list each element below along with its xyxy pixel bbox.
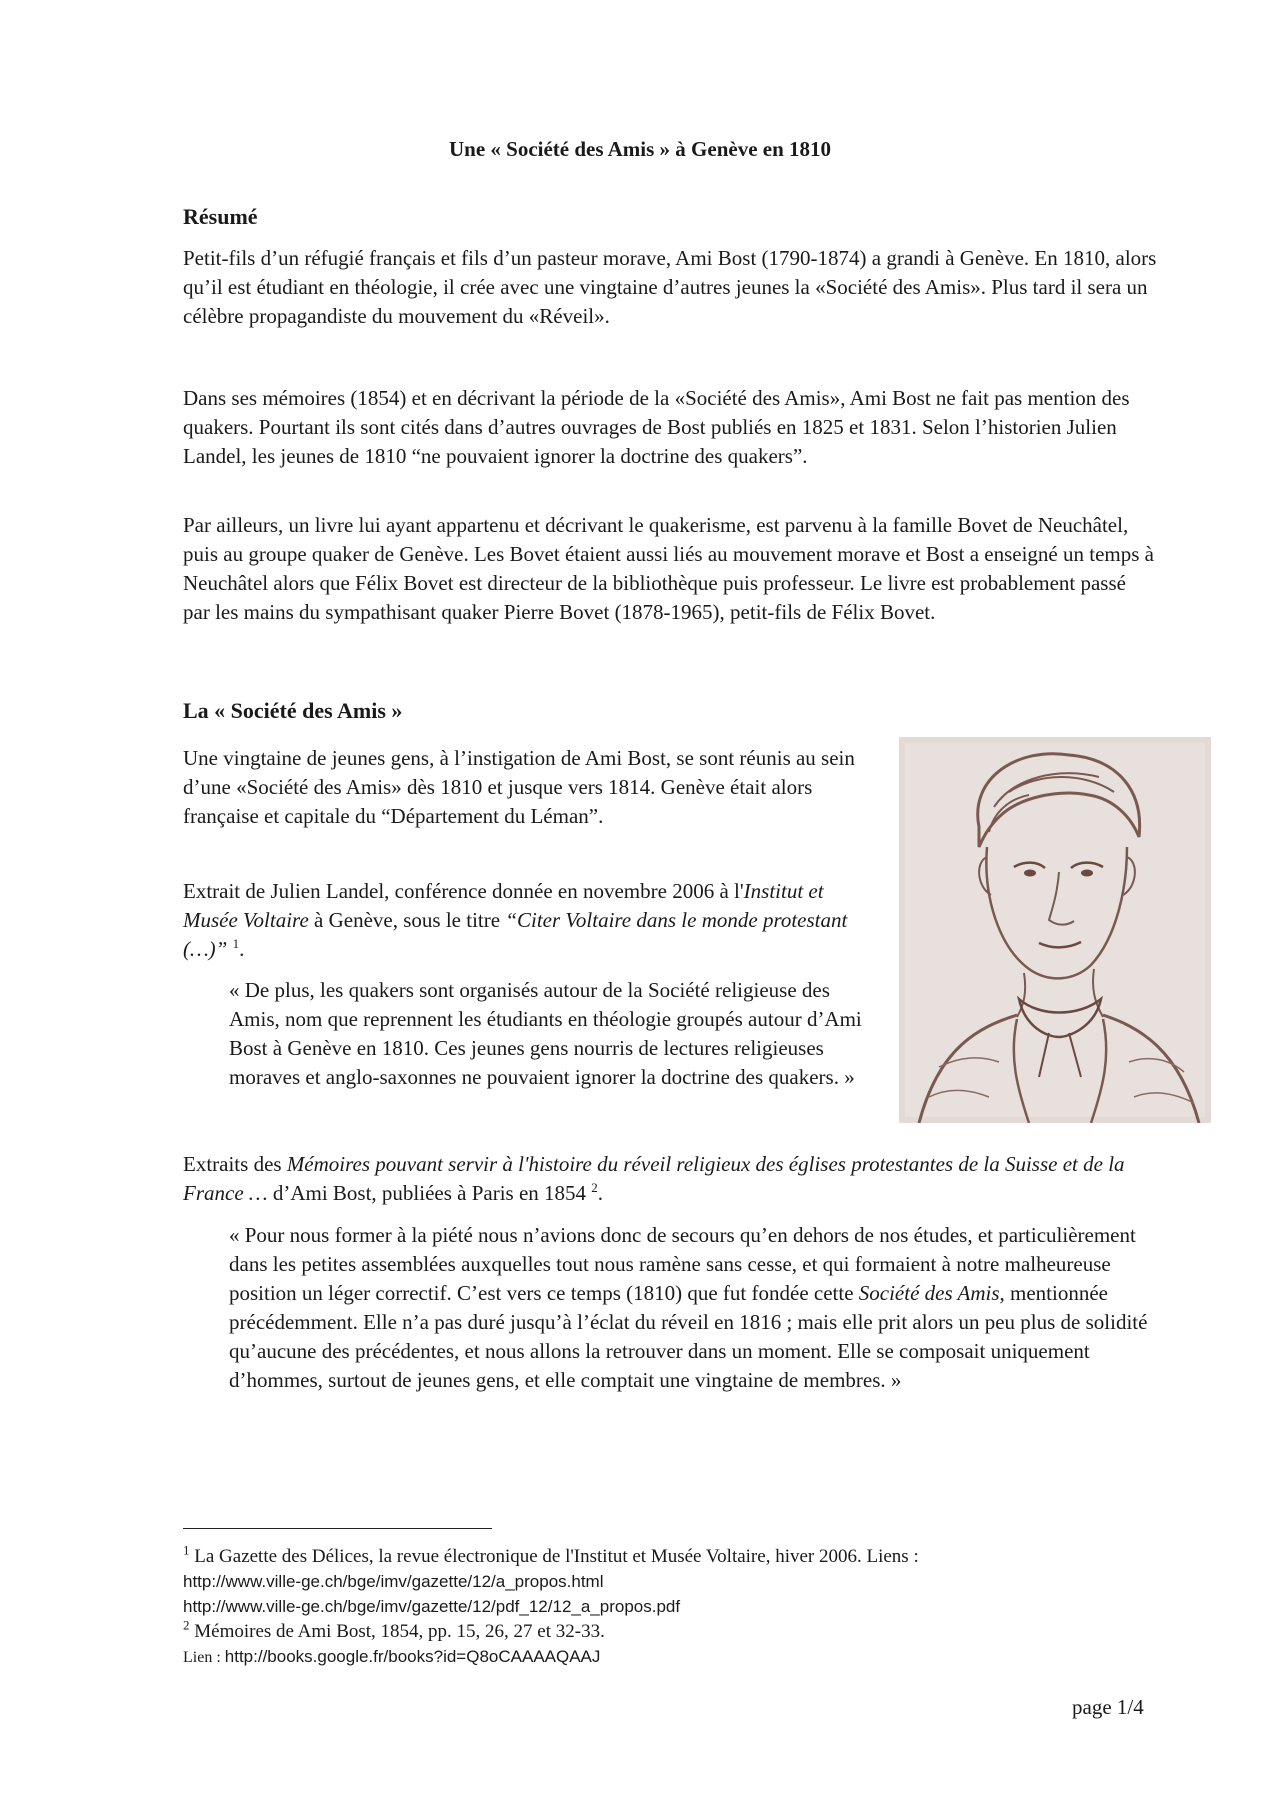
footnote-1-text: La Gazette des Délices, la revue électronique de l'Institut et Musée Voltaire, hiver 2006. Liens : [189,1546,919,1567]
quote-bost-text: « Pour nous former à la piété nous n’avions donc de secours qu’en dehors de nos études, et particulièrement dans les petites assemblées auxquelles tout nous ramène sans cesse, et qui formaient à notre malheureuse position un léger correctif. C’est vers ce temps (1810) que fut fondée cette [229,1223,1136,1305]
footnote-1-number: 1 [183,1542,190,1558]
extrait-landel: Extrait de Julien Landel, conférence donnée en novembre 2006 à l'Institut et Musée Voltaire à Genève, sous le titre “Citer Voltaire dans le monde protestant (…)” $^1$. [183,879,848,961]
extrait-bost: Extraits des Mémoires pouvant servir à l'histoire du réveil religieux des églises protestantes de la Suisse et de la France … d’Ami Bost, publiées à Paris en 1854 $^2$. [183,1152,1125,1205]
societe-des-amis-italic: Société des Amis [858,1281,1000,1305]
lien-label: Lien : [183,1649,225,1666]
footnote-ref-1[interactable]: 1 [232,936,240,951]
quote-bost [229,1221,1164,1395]
footnote-1 [183,1544,919,1569]
conference-title: “Citer Voltaire dans le monde protestant (…)” [183,908,848,961]
resume-paragraph-3: Par ailleurs, un livre lui ayant appartenu et décrivant le quakerisme, est parvenu à la famille Bovet de Neuchâtel, puis au groupe quaker de Genève. Les Bovet étaient aussi liés au mouvement morave et Bost a enseigné un temps à Neuchâtel alors que Félix Bovet est directeur de la bibliothèque puis professeur. Le livre est probablement passé par les mains du sympathisant quaker Pierre Bovet (1878-1965), petit-fils de Félix Bovet. [183,513,1154,624]
section-paragraph: Une vingtaine de jeunes gens, à l’instigation de Ami Bost, se sont réunis au sein d’une «Société des Amis» dès 1810 et jusque vers 1814. Genève était alors française et capitale du “Département du Léman”. [183,746,855,828]
extrait-bost-text: Extraits des [183,1152,287,1176]
footnote-1-link-2[interactable]: http://www.ville-ge.ch/bge/imv/gazette/12/pdf_12/12_a_propos.pdf [183,1597,681,1616]
resume-paragraph-2: Dans ses mémoires (1854) et en décrivant la période de la «Société des Amis», Ami Bost ne fait pas mention des quakers. Pourtant ils sont cités dans d’autres ouvrages de Bost publiés en 1825 et 1831. Selon l’historien Julien Landel, les jeunes de 1810 “ne pouvaient ignorer la doctrine des quakers”. [183,386,1130,468]
extrait-landel-middle: à Genève, sous le titre [308,908,506,932]
resume-heading: Résumé [183,204,258,229]
footnote-2-text: Mémoires de Ami Bost, 1854, pp. 15, 26, 27 et 32-33. [189,1621,605,1642]
footnote-separator [183,1528,492,1529]
portrait-ami-bost [899,737,1211,1123]
document-title: Une « Société des Amis » à Genève en 1810 [448,137,832,161]
footnote-2 [183,1619,605,1644]
footnote-2-number: 2 [183,1617,190,1633]
extrait-bost-after: d’Ami Bost, publiées à Paris en 1854 [267,1181,587,1205]
section-heading: La « Société des Amis » [183,698,403,723]
quote-bost-after: , mentionnée précédemment. Elle n’a pas duré jusqu’à l’éclat du réveil en 1816 ; mais elle prit alors un peu plus de solidité qu’aucune des précédentes, et nous allons la retrouver dans un moment. Elle se composait uniquement d’hommes, surtout de jeunes gens, et elle comptait une vingtaine de membres. » [229,1281,1148,1392]
institut-title: Institut et Musée Voltaire [183,879,824,932]
portrait-sketch [899,737,1211,1123]
footnote-2-link[interactable]: http://books.google.fr/books?id=Q8oCAAAAQAAJ [224,1647,601,1666]
quote-landel: « De plus, les quakers sont organisés autour de la Société religieuse des Amis, nom que reprennent les étudiants en théologie groupés autour d’Ami Bost à Genève en 1810. Ces jeunes gens nourris de lectures religieuses moraves et anglo-saxonnes ne pouvaient ignorer la doctrine des quakers. » [229,978,862,1089]
resume-paragraph-1: Petit-fils d’un réfugié français et fils d’un pasteur morave, Ami Bost (1790-1874) a grandi à Genève. En 1810, alors qu’il est étudiant en théologie, il crée avec une vingtaine d’autres jeunes la «Société des Amis». Plus tard il sera un célèbre propagandiste du mouvement du «Réveil». [183,246,1157,328]
footnote-ref-2[interactable]: 2 [591,1180,598,1195]
page-number: page 1/4 [1072,1695,1144,1719]
footnote-2-lien [183,1644,600,1670]
footnote-1-link-1[interactable]: http://www.ville-ge.ch/bge/imv/gazette/12/a_propos.html [183,1572,604,1591]
extrait-landel-text: Extrait de Julien Landel, conférence donnée en novembre 2006 à l' [183,879,744,903]
memoires-title: Mémoires pouvant servir à l'histoire du réveil religieux des églises protestantes de la Suisse et de la France … [183,1152,1125,1205]
